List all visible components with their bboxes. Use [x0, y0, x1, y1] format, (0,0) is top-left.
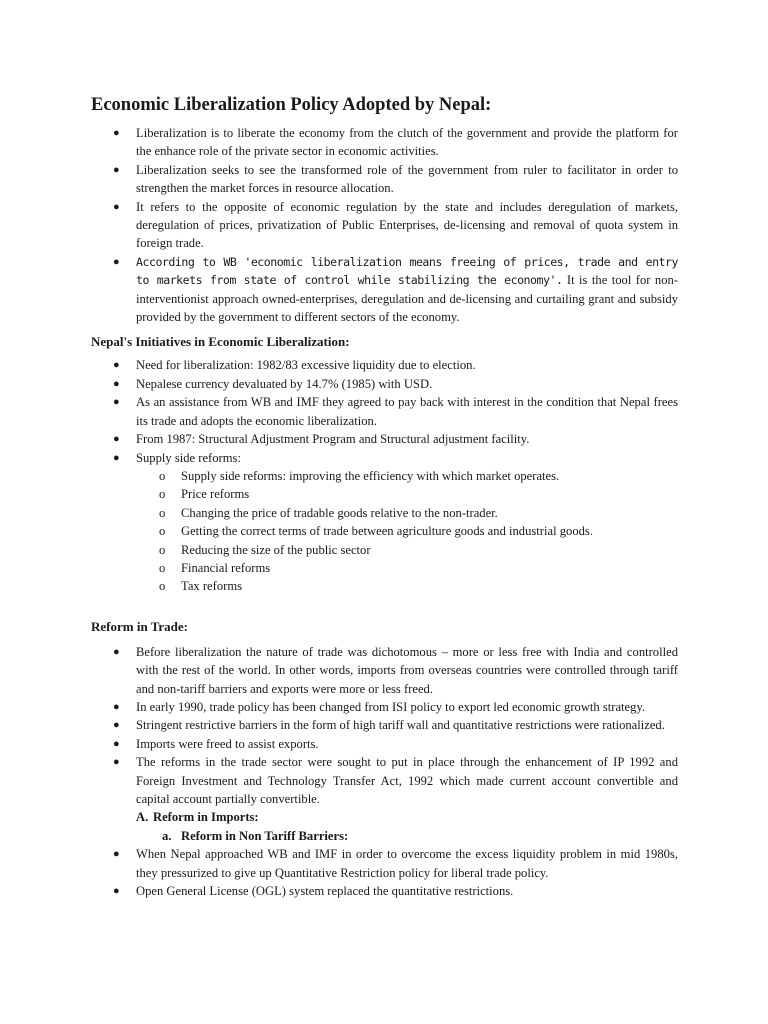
- non-tariff-list: [91, 845, 678, 900]
- section-heading-initiatives: Nepal's Initiatives in Economic Liberalization:: [91, 334, 350, 350]
- circle-bullet-icon: o: [159, 468, 166, 483]
- sub-list-item: o Financial reforms: [91, 559, 678, 577]
- bullet-icon: ●: [113, 255, 120, 268]
- list-item: ● Supply side reforms:: [91, 449, 678, 467]
- bullet-icon: ●: [113, 359, 120, 372]
- bullet-icon: ●: [113, 645, 120, 658]
- list-marker: A.: [136, 810, 149, 825]
- bullet-icon: ●: [113, 433, 120, 446]
- bullet-icon: ●: [113, 396, 120, 409]
- list-item: ● It refers to the opposite of economic regulation by the state and includes deregulation of markets, deregulation of prices, privatization of Public Enterprises, de-licensing and removal of quota system in foreign trade.: [113, 199, 678, 251]
- section-heading-trade: Reform in Trade:: [91, 618, 188, 634]
- list-item: ● Liberalization is to liberate the economy from the clutch of the government and provide the platform for the enhance role of the private sector in economic activities.: [113, 126, 678, 159]
- circle-bullet-icon: o: [159, 579, 166, 594]
- bullet-icon: ●: [113, 451, 120, 464]
- circle-bullet-icon: o: [159, 560, 166, 575]
- sub-list-item: o Price reforms: [91, 485, 678, 503]
- subheading-non-tariff-barriers: a. Reform in Non Tariff Barriers:: [91, 827, 678, 845]
- list-item: ● Stringent restrictive barriers in the form of high tariff wall and quantitative restrictions were rationalized.: [91, 716, 678, 734]
- list-item: ● Nepalese currency devaluated by 14.7% (1985) with USD.: [91, 375, 678, 393]
- sub-list-item: o Changing the price of tradable goods relative to the non-trader.: [91, 504, 678, 522]
- list-item: ● The reforms in the trade sector were sought to put in place through the enhancement of IP 1992 and Foreign Investment and Technology Transfer Act, 1992 which made current account convertible and capital account partially convertible.: [113, 755, 678, 806]
- list-item: ● Imports were freed to assist exports.: [91, 735, 678, 753]
- bullet-icon: ●: [113, 848, 120, 861]
- list-item: ● Need for liberalization: 1982/83 excessive liquidity due to election.: [91, 356, 678, 374]
- bullet-icon: ●: [113, 377, 120, 390]
- sub-list-item: o Tax reforms: [91, 577, 678, 595]
- list-item: [91, 253, 678, 327]
- trade-list: [91, 643, 678, 809]
- sub-list-item: o Reducing the size of the public sector: [91, 541, 678, 559]
- sub-list-item: o Supply side reforms: improving the efficiency with which market operates.: [91, 467, 678, 485]
- bullet-icon: ●: [113, 756, 120, 769]
- supply-side-sublist: [91, 467, 678, 596]
- sub-list-item: o Getting the correct terms of trade between agriculture goods and industrial goods.: [91, 522, 678, 540]
- circle-bullet-icon: o: [159, 542, 166, 557]
- list-item: ● Before liberalization the nature of trade was dichotomous – more or less free with India and controlled with the rest of the world. In other words, imports from overseas countries were controlled through tariff and non-tariff barriers and exports were more or less freed.: [113, 644, 678, 696]
- list-item: ● Open General License (OGL) system replaced the quantitative restrictions.: [91, 882, 678, 900]
- bullet-icon: ●: [113, 885, 120, 898]
- wb-definition-quote: According to WB 'economic liberalization means freeing of prices, trade and entry to markets from state of control while stabilizing the economy'.: [136, 254, 678, 288]
- list-item: ● When Nepal approached WB and IMF in order to overcome the excess liquidity problem in mid 1980s, they pressurized to give up Quantitative Restriction policy for liberal trade policy.: [113, 847, 678, 880]
- list-item: ● As an assistance from WB and IMF they agreed to pay back with interest in the condition that Nepal frees its trade and adopts the economic liberalization.: [113, 395, 678, 428]
- bullet-icon: ●: [113, 719, 120, 732]
- circle-bullet-icon: o: [159, 505, 166, 520]
- list-marker: a.: [162, 828, 172, 843]
- circle-bullet-icon: o: [159, 487, 166, 502]
- bullet-icon: ●: [113, 200, 120, 213]
- list-item: ● Liberalization seeks to see the transformed role of the government from ruler to facilitator in order to strengthen the market forces in resource allocation.: [113, 162, 678, 196]
- circle-bullet-icon: o: [159, 524, 166, 539]
- bullet-icon: ●: [113, 700, 120, 713]
- bullet-icon: ●: [113, 737, 120, 750]
- page-title: Economic Liberalization Policy Adopted by Nepal:: [91, 95, 492, 115]
- initiatives-list: [91, 356, 678, 466]
- intro-list: [91, 124, 678, 326]
- bullet-icon: ●: [113, 163, 120, 176]
- list-item: ● In early 1990, trade policy has been changed from ISI policy to export led economic growth strategy.: [91, 698, 678, 716]
- wb-definition-rest: It is the tool for non-interventionist approach owned-enterprises, deregulation and de-licensing and curtailing grant and subsidy provided by the government to different sectors of the economy.: [136, 273, 678, 325]
- list-item: ● From 1987: Structural Adjustment Program and Structural adjustment facility.: [91, 430, 678, 448]
- subheading-reform-imports: A. Reform in Imports:: [91, 808, 678, 826]
- bullet-icon: ●: [113, 127, 120, 139]
